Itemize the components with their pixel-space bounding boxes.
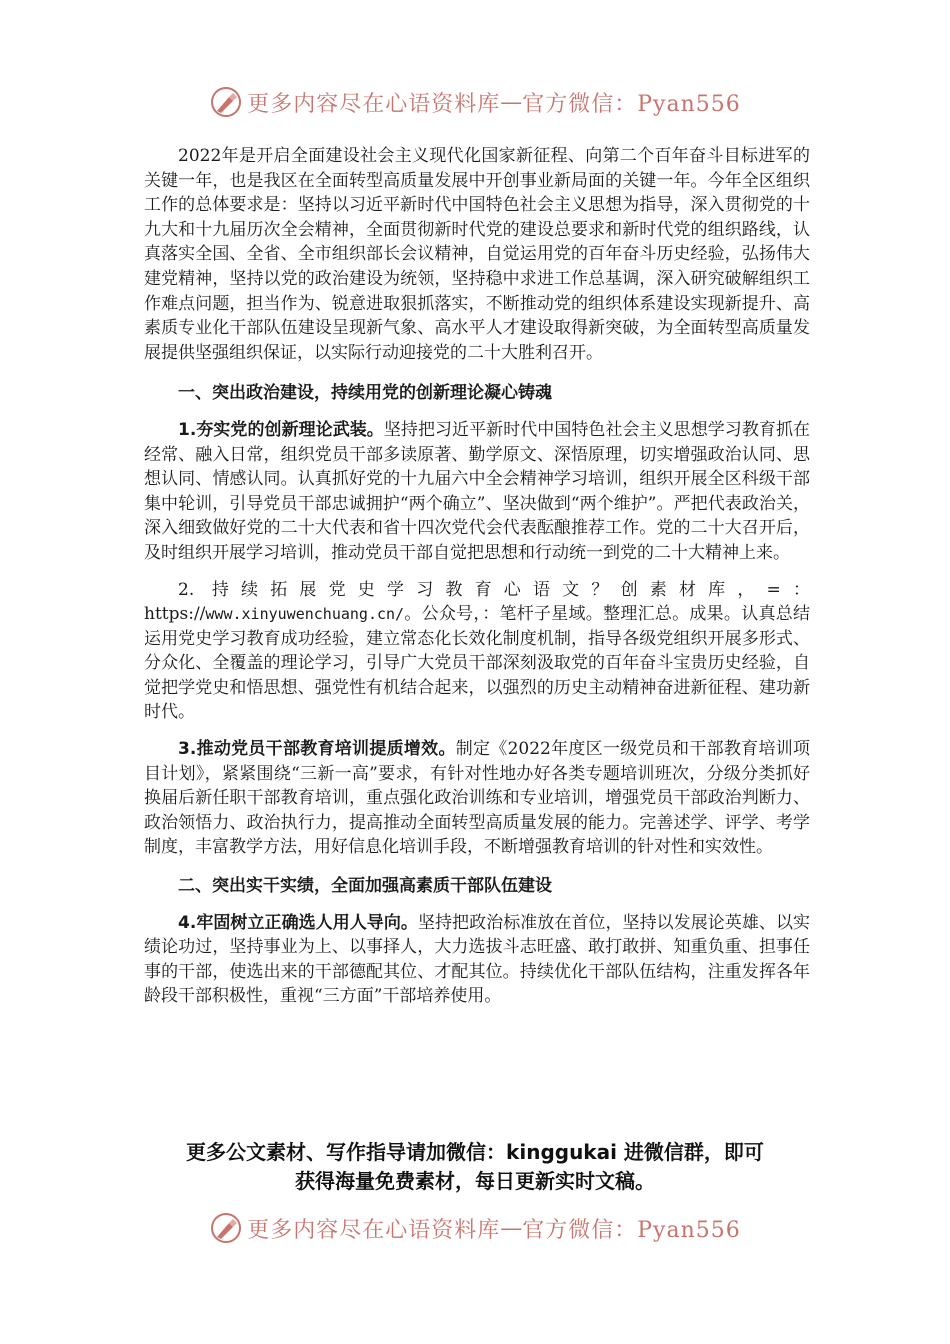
banner-wechat-text: 官方微信：Pyan556 [522, 1217, 741, 1243]
banner-separator: — [500, 89, 523, 115]
paragraph-2 [144, 578, 810, 726]
top-banner [0, 82, 950, 122]
paragraph-3-lead: 3.推动党员干部教育培训提质增效。 [178, 739, 456, 760]
article-body [144, 144, 810, 1009]
promo-call-to-action [110, 1138, 840, 1196]
paragraph-2-url: www.xinyuwenchuang.cn/ [205, 605, 405, 624]
promo-line-2: 获得海量免费素材，每日更新实时文稿。 [295, 1169, 655, 1193]
promo-line-1: 更多公文素材、写作指导请加微信：kinggukai 进微信群，即可 [186, 1140, 764, 1164]
banner-main-text: 更多内容尽在心语资料库 [247, 1217, 501, 1243]
paragraph-2-body: 。公众号，：笔杆子星域。整理汇总。成果。认真总结运用党史学习教育成功经验，建立常态化长效化制度机制，指导各级党组织开展多形式、分众化、全覆盖的理论学习，引导广大党员干部深刻汲取党的百年奋斗宝贵历史经验，自觉把学党史和悟思想、强党性有机结合起来，以强烈的历史主动精神奋进新征程、建功新时代。 [144, 604, 810, 723]
bottom-banner [0, 1208, 950, 1248]
paragraph-1-lead: 1.夯实党的创新理论武装。 [178, 419, 384, 440]
paragraph-4-body: 坚持把政治标准放在首位，坚持以发展论英雄、以实绩论功过，坚持事业为上、以事择人，大力选拔斗志旺盛、敢打敢拼、知重负重、担事任事的干部，使选出来的干部德配其位、才配其位。持续优化干部队伍结构，注重发挥各年龄段干部积极性，重视“三方面”干部培养使用。 [144, 912, 810, 1007]
intro-paragraph: 2022年是开启全面建设社会主义现代化国家新征程、向第二个百年奋斗目标进军的关键一年，也是我区在全面转型高质量发展中开创事业新局面的关键一年。今年全区组织工作的总体要求是：坚持以习近平新时代中国特色社会主义思想为指导，深入贯彻党的十九大和十九届历次全会精神，全面贯彻新时代党的建设总要求和新时代党的组织路线，认真落实全国、全省、全市组织部长会议精神，自觉运用党的百年奋斗历史经验，弘扬伟大建党精神，坚持以党的政治建设为统领，坚持稳中求进工作总基调，深入研究破解组织工作难点问题，担当作为、锐意进取狠抓落实，不断推动党的组织体系建设实现新提升、高素质专业化干部队伍建设呈现新气象、高水平人才建设取得新突破，为全面转型高质量发展提供坚强组织保证，以实际行动迎接党的二十大胜利召开。 [144, 146, 810, 363]
section-heading-2: 二、突出实干实绩，全面加强高素质干部队伍建设 [178, 876, 552, 897]
paragraph-4-lead: 4.牢固树立正确选人用人导向。 [178, 912, 418, 933]
paragraph-1-body: 坚持把习近平新时代中国特色社会主义思想学习教育抓在经常、融入日常，组织党员干部多读原著、勤学原文、深悟原理，切实增强政治认同、思想认同、情感认同。认真抓好党的十九届六中全会精神学习培训，组织开展全区科级干部集中轮训，引导党员干部忠诚拥护“两个确立”、坚决做到“两个维护”。严把代表政治关，深入细致做好党的二十大代表和省十四次党代会代表酝酿推荐工作。党的二十大召开后，及时组织开展学习培训，推动党员干部自觉把思想和行动统一到党的二十大精神上来。 [144, 419, 810, 563]
pen-nib-logo-icon [209, 85, 243, 119]
banner-main-text: 更多内容尽在心语资料库 [247, 91, 501, 117]
banner-separator: — [500, 1215, 523, 1241]
paragraph-3 [144, 737, 810, 860]
paragraph-4 [144, 911, 810, 1009]
paragraph-1 [144, 418, 810, 566]
pen-nib-logo-icon [209, 1211, 243, 1245]
paragraph-2-head: 2. 持续拓展党史学习教育心语文？创素材库，=： https:// [144, 579, 810, 625]
section-heading-1: 一、突出政治建设，持续用党的创新理论凝心铸魂 [178, 383, 552, 404]
paragraph-3-body: 制定《2022年度区一级党员和干部教育培训项目计划》，紧紧围绕“三新一高”要求，有针对性地办好各类专题培训班次，分级分类抓好换届后新任职干部教育培训，重点强化政治训练和专业培训，增强党员干部政治判断力、政治领悟力、政治执行力，提高推动全面转型高质量发展的能力。完善述学、评学、考学制度，丰富教学方法，用好信息化培训手段，不断增强教育培训的针对性和实效性。 [144, 739, 810, 858]
banner-wechat-text: 官方微信：Pyan556 [522, 91, 741, 117]
